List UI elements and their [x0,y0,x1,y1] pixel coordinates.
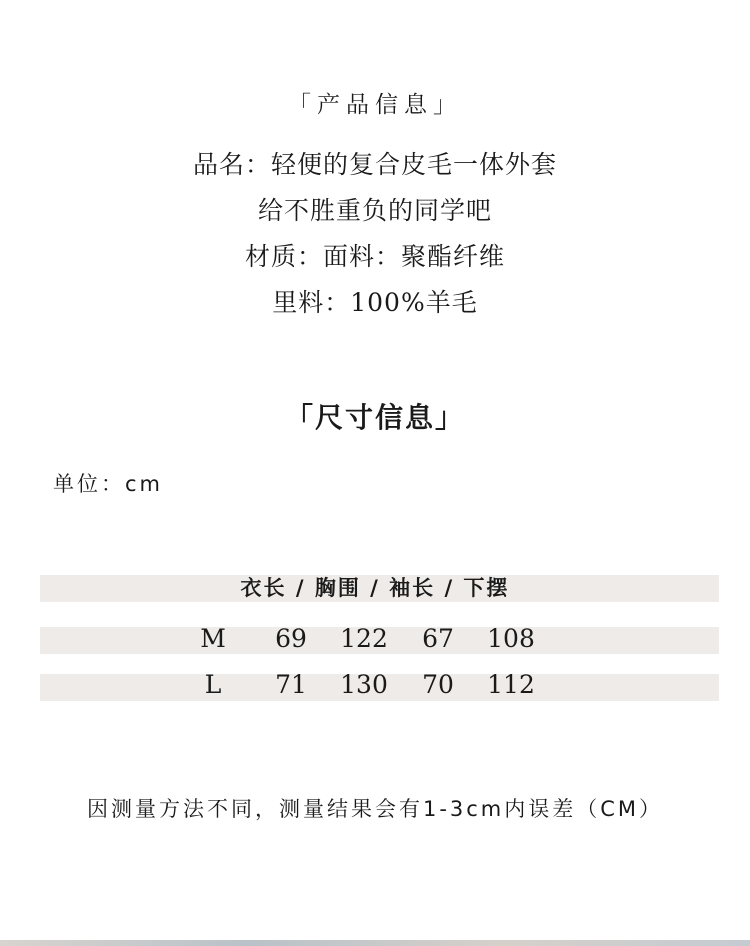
measurement-note: 因测量方法不同，测量结果会有1-3cm内误差（CM） [86,797,664,821]
chest-cell: 122 [340,624,388,653]
chest-cell: 130 [340,670,388,699]
size-label-cell: L [204,670,222,699]
sleeve-cell: 67 [422,624,454,653]
size-info-title: 「尺寸信息」 [284,401,465,434]
length-cell: 69 [275,624,307,653]
hem-cell: 112 [487,670,535,699]
product-tagline: 给不胜重负的同学吧 [257,196,492,225]
table-header: 衣长 / 胸围 / 袖长 / 下摆 [240,576,510,600]
hem-cell: 108 [487,624,535,653]
product-name-line: 品名：轻便的复合皮毛一体外套 [192,150,557,179]
material-outer-line: 材质：面料：聚酯纤维 [244,242,505,271]
size-label-cell: M [200,624,226,653]
sleeve-cell: 70 [422,670,454,699]
unit-label: 单位：cm [53,472,164,496]
length-cell: 71 [275,670,307,699]
material-lining-line: 里料：100%羊毛 [272,288,478,317]
product-info-title: 「产品信息」 [288,92,462,118]
bottom-image-strip [0,940,750,946]
